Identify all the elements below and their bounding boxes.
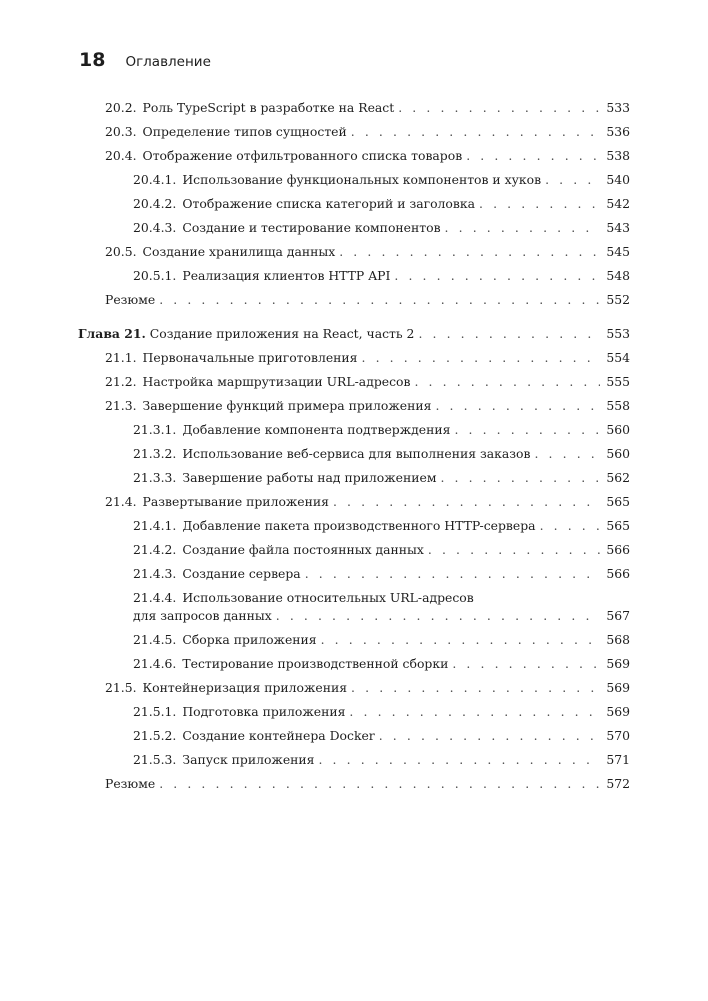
- toc-entry[interactable]: 21.4.2. Создание файла постоянных данных . . . 566: [133, 542, 630, 558]
- toc-chapter[interactable]: Глава 21. Создание приложения на React, часть 2 . . . 553: [78, 326, 630, 342]
- toc-entry[interactable]: 20.4. Отображение отфильтрованного списка товаров . . . 538: [105, 148, 630, 164]
- toc-entry[interactable]: 21.4.6. Тестирование производственной сборки . . . 569: [133, 656, 630, 672]
- running-header: [79, 49, 211, 77]
- toc-entry-summary[interactable]: Резюме . . . 552: [105, 292, 630, 308]
- toc-entry[interactable]: 20.4.1. Использование функциональных компонентов и хуков . . . 540: [133, 172, 630, 188]
- toc-entry[interactable]: 21.3. Завершение функций примера приложения . . . 558: [105, 398, 630, 414]
- toc-entry[interactable]: 21.3.3. Завершение работы над приложением . . . 562: [133, 470, 630, 486]
- toc-entry[interactable]: 21.5.2. Создание контейнера Docker . . . 570: [133, 728, 630, 744]
- toc-entry[interactable]: 21.5.3. Запуск приложения . . . 571: [133, 752, 630, 768]
- toc-entry[interactable]: 21.5.1. Подготовка приложения . . . 569: [133, 704, 630, 720]
- toc-entry[interactable]: 21.1. Первоначальные приготовления . . . 554: [105, 350, 630, 366]
- toc-entry[interactable]: 20.5.1. Реализация клиентов HTTP API . . . 548: [133, 268, 630, 284]
- toc-entry[interactable]: 20.4.3. Создание и тестирование компонентов . . . 543: [133, 220, 630, 236]
- toc-entry[interactable]: 21.4.4. Использование относительных URL-адресов для запросов данных . . . 567: [133, 590, 630, 624]
- toc-entry[interactable]: 21.4.3. Создание сервера . . . 566: [133, 566, 630, 582]
- toc-entry[interactable]: 21.3.2. Использование веб-сервиса для выполнения заказов . . . 560: [133, 446, 630, 462]
- toc-entry[interactable]: 20.4.2. Отображение списка категорий и заголовка . . . 542: [133, 196, 630, 212]
- toc-entry[interactable]: 20.2. Роль TypeScript в разработке на React . . . 533: [105, 100, 630, 116]
- toc-entry[interactable]: 20.3. Определение типов сущностей . . . 536: [105, 124, 630, 140]
- toc-entry[interactable]: 21.5. Контейнеризация приложения . . . 569: [105, 680, 630, 696]
- toc-entry[interactable]: 21.4.1. Добавление пакета производственного HTTP-сервера . . . 565: [133, 518, 630, 534]
- page-number: 18: [79, 49, 106, 71]
- toc-entry-summary[interactable]: Резюме . . . 572: [105, 776, 630, 792]
- toc-entry[interactable]: 21.3.1. Добавление компонента подтверждения . . . 560: [133, 422, 630, 438]
- running-title: Оглавление: [125, 54, 211, 70]
- toc-entry[interactable]: 21.2. Настройка маршрутизации URL-адресов . . . 555: [105, 374, 630, 390]
- toc-entry[interactable]: 20.5. Создание хранилища данных . . . 545: [105, 244, 630, 260]
- toc-entry[interactable]: 21.4. Развертывание приложения . . . 565: [105, 494, 630, 510]
- toc-entry[interactable]: 21.4.5. Сборка приложения . . . 568: [133, 632, 630, 648]
